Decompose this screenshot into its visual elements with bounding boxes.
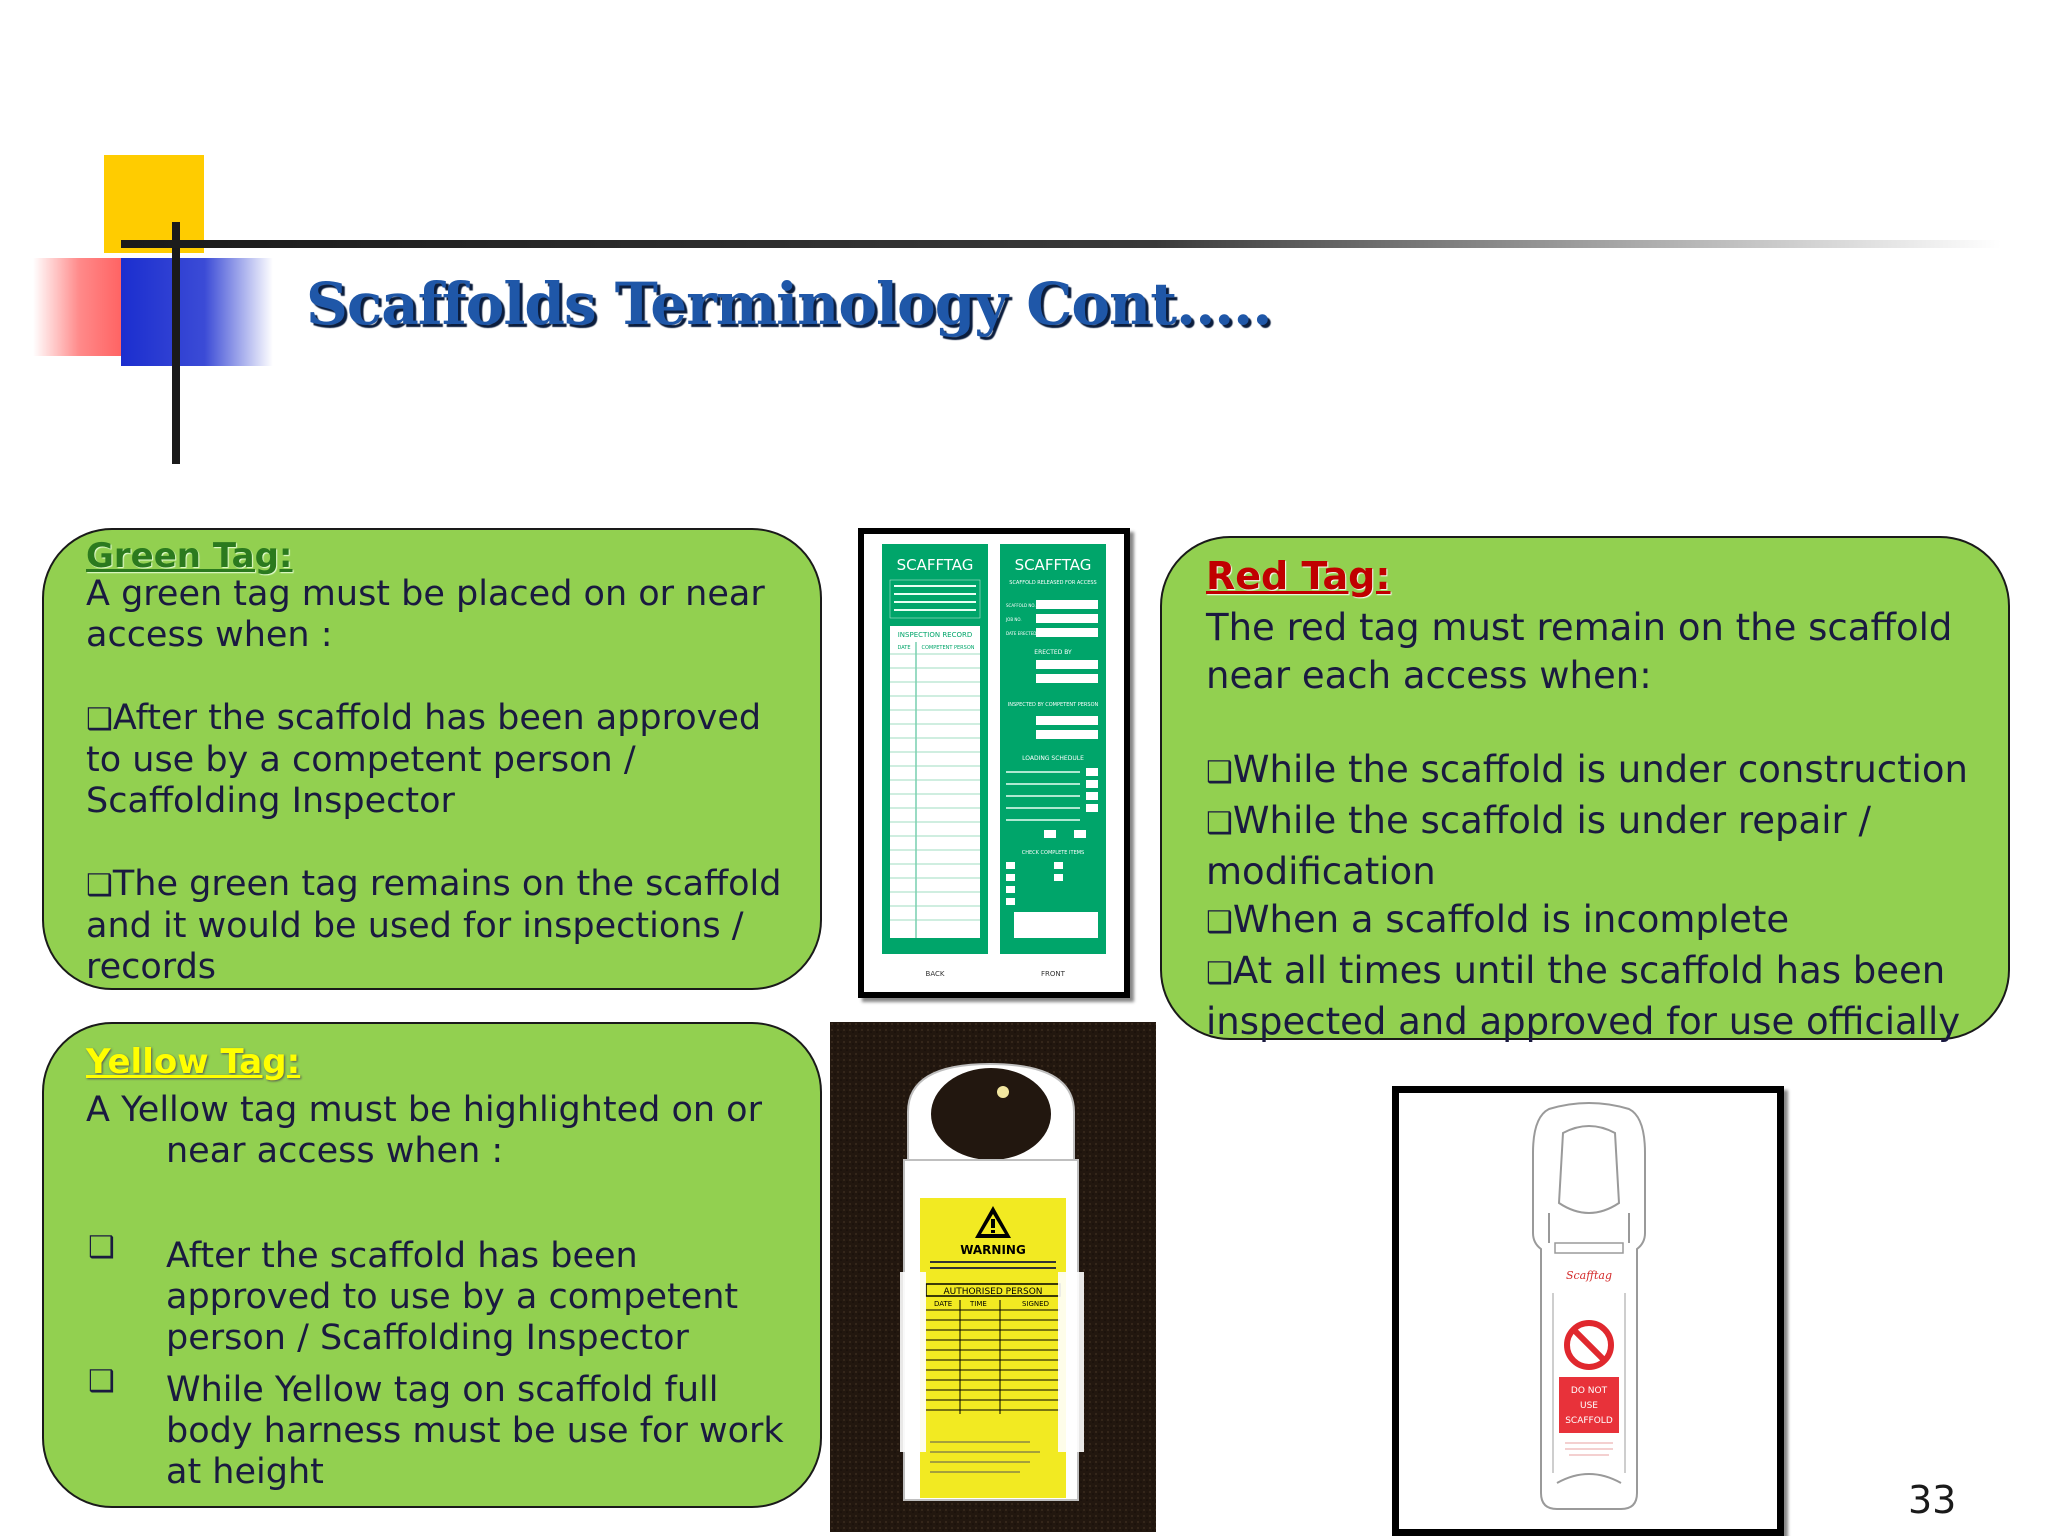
yellow-tag-intro-line2: near access when : [166, 1131, 504, 1171]
red-bullet-list [1206, 746, 1986, 1046]
yellow-tag-intro-line1: A Yellow tag must be highlighted on or [86, 1090, 762, 1130]
red-tag-line3: SCAFFOLD [1565, 1416, 1613, 1426]
title-rule [121, 240, 2001, 248]
green-bullet-item [86, 698, 786, 822]
green-tag-box [42, 528, 822, 990]
red-tag-box [1160, 536, 2010, 1043]
col-date: DATE [934, 1300, 953, 1308]
square-bullet-icon: ❑ [88, 1364, 115, 1399]
square-bullet-icon: ❑ [1206, 956, 1233, 991]
square-bullet-icon: ❑ [1206, 755, 1233, 790]
green-tag-heading: Green Tag: [86, 536, 293, 576]
slide-title: Scaffolds Terminology Cont.…. [306, 270, 1272, 338]
decor-vertical-line [172, 222, 180, 464]
green-bullet-item [86, 864, 786, 988]
front-loading-schedule: LOADING SCHEDULE [1022, 755, 1084, 762]
col-signed: SIGNED [1022, 1300, 1049, 1308]
green-bullet-text: The green tag remains on the scaffold and it would be used for inspections / records [86, 864, 782, 987]
yellow-bullet-text: While Yellow tag on scaffold full body harness must be use for work at height [166, 1370, 784, 1492]
decor-yellow-square [104, 155, 204, 253]
col-time: TIME [970, 1300, 987, 1308]
red-tag-intro: The red tag must remain on the scaffold near each access when: [1206, 606, 1953, 697]
front-field: SCAFFOLD NO. [1006, 603, 1036, 608]
green-tag-intro: A green tag must be placed on or near access when : [86, 574, 765, 655]
front-label: FRONT [1041, 970, 1065, 978]
red-bullet-text: When a scaffold is incomplete [1232, 898, 1790, 941]
green-scafftag-illustration [864, 534, 1124, 992]
yellow-tag-box [42, 1022, 822, 1508]
green-scafftag-photo [858, 528, 1130, 998]
red-bullet-text: At all times until the scaffold has been inspected and approved for use officially [1206, 949, 1961, 1043]
red-bullet-text: While the scaffold is under construction [1232, 748, 1968, 791]
yellow-tag-heading: Yellow Tag: [86, 1042, 301, 1082]
red-tag-brand: Scafftag [1565, 1269, 1613, 1282]
authorised-person-label: AUTHORISED PERSON [943, 1287, 1043, 1297]
front-erected-by: ERECTED BY [1034, 649, 1072, 656]
page-number: 33 [1908, 1478, 1957, 1522]
red-scafftag-illustration [1399, 1093, 1777, 1529]
yellow-bullet-text: After the scaffold has been approved to use by a competent person / Scaffolding Inspector [166, 1236, 739, 1358]
green-bullet-text: After the scaffold has been approved to use by a competent person / Scaffolding Inspector [86, 698, 762, 821]
red-tag-line2: USE [1580, 1401, 1598, 1411]
red-bullet-item [1206, 797, 1986, 896]
warning-label: WARNING [960, 1243, 1026, 1257]
front-inspected-by: INSPECTED BY COMPETENT PERSON [1007, 702, 1099, 708]
front-subtitle: SCAFFOLD RELEASED FOR ACCESS [1009, 580, 1097, 586]
yellow-tag-illustration [830, 1022, 1156, 1532]
red-bullet-text: While the scaffold is under repair / modification [1206, 799, 1871, 893]
red-bullet-item [1206, 746, 1986, 797]
square-bullet-icon: ❑ [1206, 905, 1233, 940]
square-bullet-icon: ❑ [86, 702, 113, 737]
decor-blue-square [121, 258, 273, 366]
back-col2: COMPETENT PERSON [921, 645, 975, 651]
front-field: DATE ERECTED [1006, 631, 1037, 636]
front-brand: SCAFFTAG [1014, 556, 1092, 574]
red-tag-line1: DO NOT [1570, 1386, 1608, 1396]
front-check-items: CHECK COMPLETE ITEMS [1021, 850, 1085, 856]
yellow-tag-photo [830, 1022, 1156, 1532]
back-section: INSPECTION RECORD [897, 631, 973, 639]
red-bullet-item [1206, 947, 1986, 1046]
red-scafftag-photo [1392, 1086, 1784, 1536]
back-label: BACK [925, 970, 945, 978]
back-brand: SCAFFTAG [896, 556, 974, 574]
red-bullet-item [1206, 896, 1986, 947]
square-bullet-icon: ❑ [86, 868, 113, 903]
front-field: JOB NO. [1006, 617, 1022, 622]
back-col1: DATE [897, 645, 911, 651]
square-bullet-icon: ❑ [1206, 806, 1233, 841]
red-tag-heading: Red Tag: [1206, 554, 1391, 598]
square-bullet-icon: ❑ [88, 1230, 115, 1265]
